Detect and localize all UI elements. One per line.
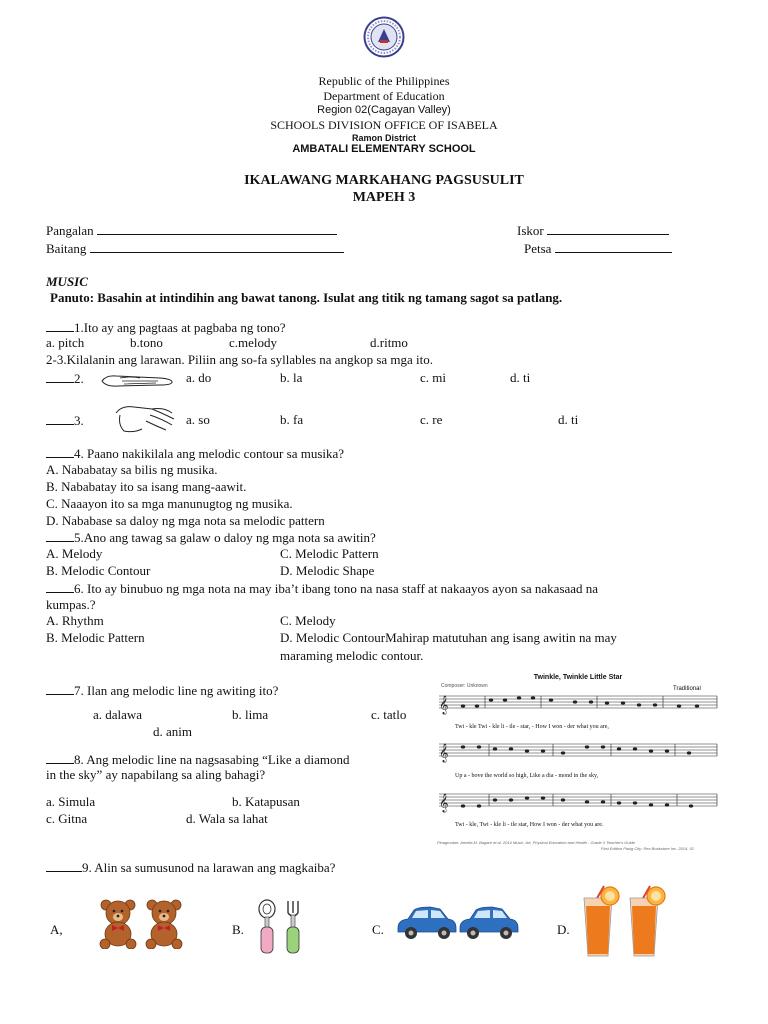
- q7-option-a: a. dalawa: [93, 707, 143, 722]
- q1-option-d: d.ritmo: [370, 335, 408, 350]
- svg-text:𝄞: 𝄞: [439, 695, 449, 714]
- svg-text:𝄞: 𝄞: [439, 793, 449, 812]
- q6-option-d-cont: maraming melodic contour.: [280, 648, 424, 663]
- question-2: [46, 370, 84, 387]
- q6-option-b: B. Melodic Pattern: [46, 630, 145, 645]
- q3-option-a: a. so: [186, 412, 210, 427]
- date-field[interactable]: [524, 240, 672, 257]
- answer-blank[interactable]: [46, 529, 74, 542]
- song-arranger: Traditional: [673, 686, 701, 692]
- question-8-cont: in the sky” ay napabilang sa aling bahagi?: [46, 767, 266, 782]
- answer-blank[interactable]: [46, 319, 74, 332]
- answer-blank[interactable]: [46, 682, 74, 695]
- lyrics-line-2: Up a - bove the world so high, Like a dia - mond in the sky,: [455, 773, 599, 779]
- q1-option-a: a. pitch: [46, 335, 85, 350]
- question-text: 4. Paano nakikilala ang melodic contour sa musika?: [74, 446, 345, 461]
- section-heading: MUSIC: [46, 274, 88, 289]
- answer-blank[interactable]: [46, 580, 74, 593]
- sheet-music-twinkle: [433, 672, 723, 854]
- answer-blank[interactable]: [46, 751, 74, 764]
- source-credit-2: First Edition Pasig City: Rex Bookstore Inc. 2014. 51: [601, 846, 694, 851]
- q7-option-c: c. tatlo: [371, 707, 407, 722]
- q4-option-c: C. Naaayon ito sa mga manunugtog ng musika.: [46, 496, 293, 511]
- spoon-fork-image: [254, 899, 308, 955]
- answer-blank[interactable]: [46, 445, 74, 458]
- q9-option-a-label: A,: [50, 922, 63, 937]
- q8-option-b: b. Katapusan: [232, 794, 300, 809]
- directions: Panuto: Basahin at intindihin ang bawat tanong. Isulat ang titik ng tamang sagot sa patlang.: [50, 290, 563, 305]
- answer-blank[interactable]: [46, 859, 82, 872]
- q9-option-d-label: D.: [557, 922, 570, 937]
- q8-option-d: d. Wala sa lahat: [186, 811, 268, 826]
- q5-option-d: D. Melodic Shape: [280, 563, 375, 578]
- q5-option-b: B. Melodic Contour: [46, 563, 151, 578]
- date-label: Petsa: [524, 241, 552, 256]
- q6-option-d: D. Melodic ContourMahirap matutuhan ang isang awitin na may: [280, 630, 617, 645]
- svg-text:𝄞: 𝄞: [439, 743, 449, 762]
- q4-option-a: A. Nababatay sa bilis ng musika.: [46, 462, 218, 477]
- exam-subject: MAPEH 3: [352, 190, 416, 205]
- orange-juice-image: [580, 884, 672, 958]
- question-number: 3.: [74, 413, 84, 428]
- q9-option-c-label: C.: [372, 922, 384, 937]
- question-1: [46, 319, 286, 336]
- q2-option-c: c. mi: [420, 370, 446, 385]
- answer-blank[interactable]: [46, 412, 74, 425]
- name-label: Pangalan: [46, 223, 94, 238]
- grade-field[interactable]: [46, 240, 344, 257]
- question-5: [46, 529, 376, 546]
- cars-image: [396, 904, 520, 942]
- q7-option-d: d. anim: [153, 724, 192, 739]
- q2-option-a: a. do: [186, 370, 212, 385]
- q5-option-c: C. Melodic Pattern: [280, 546, 379, 561]
- teddy-bears-image: [96, 897, 188, 949]
- question-3: [46, 412, 84, 429]
- grade-line[interactable]: [90, 240, 344, 253]
- question-8: [46, 751, 349, 768]
- question-text: 7. Ilan ang melodic line ng awiting ito?: [74, 683, 279, 698]
- question-9: [46, 859, 335, 876]
- question-text: 9. Alin sa sumusunod na larawan ang magkaiba?: [82, 860, 336, 875]
- header-republic: Republic of the Philippines: [318, 74, 450, 88]
- question-text: 1.Ito ay ang pagtaas at pagbaba ng tono?: [74, 320, 286, 335]
- lyrics-line-3: Twi - kle, Twi - kle li - tle star, How I won - der what you are.: [455, 822, 604, 828]
- q7-option-b: b. lima: [232, 707, 269, 722]
- q2-option-d: d. ti: [510, 370, 531, 385]
- q5-option-a: A. Melody: [46, 546, 103, 561]
- score-label: Iskor: [517, 223, 544, 238]
- hand-sign-fa-image: [112, 399, 180, 435]
- question-6-cont: kumpas.?: [46, 597, 96, 612]
- header-district: Ramon District: [351, 133, 416, 143]
- deped-seal-logo: [363, 16, 405, 58]
- header-region: Region 02(Cagayan Valley): [317, 104, 451, 116]
- q1-option-b: b.tono: [130, 335, 163, 350]
- hand-sign-do-image: [100, 373, 176, 389]
- grade-label: Baitang: [46, 241, 87, 256]
- q1-option-c: c.melody: [229, 335, 278, 350]
- song-composer: Composer: Unknown: [441, 683, 488, 689]
- song-title: Twinkle, Twinkle Little Star: [533, 674, 623, 681]
- header-school: AMBATALI ELEMENTARY SCHOOL: [292, 143, 476, 155]
- q6-option-c: C. Melody: [280, 613, 336, 628]
- q3-option-b: b. fa: [280, 412, 304, 427]
- q9-option-b-label: B.: [232, 922, 244, 937]
- question-6: [46, 580, 598, 597]
- score-field[interactable]: [517, 222, 669, 239]
- q8-option-c: c. Gitna: [46, 811, 88, 826]
- question-text: 5.Ano ang tawag sa galaw o daloy ng mga nota sa awitin?: [74, 530, 376, 545]
- question-number: 2.: [74, 371, 84, 386]
- q23-instruction: 2-3.Kilalanin ang larawan. Piliin ang so-fa syllables na angkop sa mga ito.: [46, 352, 434, 367]
- name-line[interactable]: [97, 222, 337, 235]
- q4-option-d: D. Nababase sa daloy ng mga nota sa melodic pattern: [46, 513, 325, 528]
- score-line[interactable]: [547, 222, 669, 235]
- lyrics-line-1: Twi - kle Twi - kle li - tle - star, - How I won - der what you are,: [455, 724, 609, 730]
- header-department: Department of Education: [323, 89, 445, 103]
- question-4: [46, 445, 344, 462]
- exam-title: IKALAWANG MARKAHANG PAGSUSULIT: [244, 173, 524, 188]
- q2-option-b: b. la: [280, 370, 303, 385]
- header-division: SCHOOLS DIVISION OFFICE OF ISABELA: [270, 118, 498, 132]
- q3-option-c: c. re: [420, 412, 443, 427]
- source-credit-1: Pinagmulan: Amelia M. Bagare et al. 2014 Music, Art, Physical Education and Health - Grade 3 Teacher's Guide: [437, 840, 635, 845]
- question-text: 8. Ang melodic line na nagsasabing “Like a diamond: [74, 752, 350, 767]
- date-line[interactable]: [555, 240, 672, 253]
- q4-option-b: B. Nababatay ito sa isang mang-aawit.: [46, 479, 247, 494]
- name-field[interactable]: [46, 222, 337, 239]
- answer-blank[interactable]: [46, 370, 74, 383]
- q3-option-d: d. ti: [558, 412, 579, 427]
- q8-option-a: a. Simula: [46, 794, 96, 809]
- question-text: 6. Ito ay binubuo ng mga nota na may iba’t ibang tono na nasa staff at nakaayos ayon sa nakasaad na: [74, 581, 599, 596]
- question-7: [46, 682, 278, 699]
- q6-option-a: A. Rhythm: [46, 613, 104, 628]
